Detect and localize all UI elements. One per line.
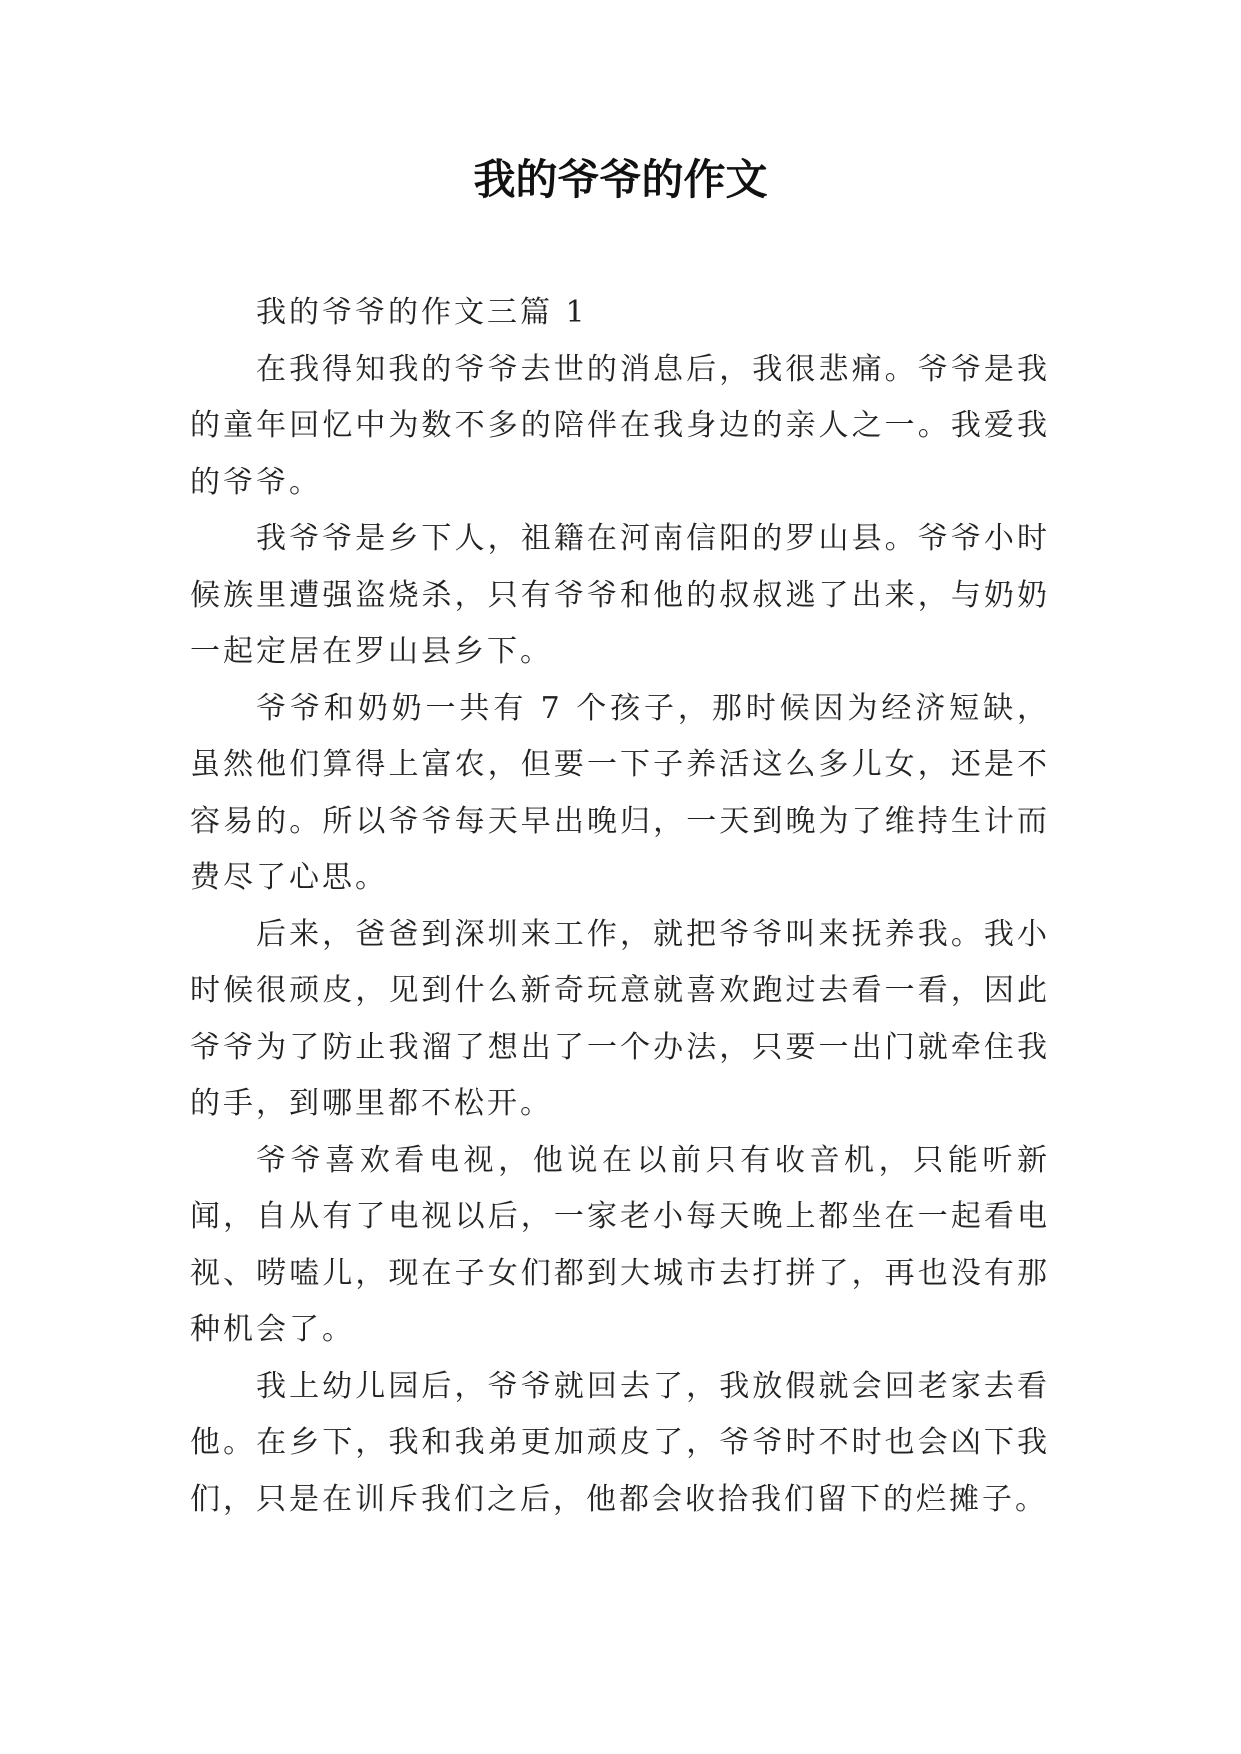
paragraph-3: 爷爷和奶奶一共有 7 个孩子，那时候因为经济短缺，虽然他们算得上富农，但要一下子养活这么多儿女，还是不容易的。所以爷爷每天早出晚归，一天到晚为了维持生计而费尽了心思。 <box>190 690 1050 895</box>
document-body <box>190 285 1050 1528</box>
paragraph-2: 我爷爷是乡下人，祖籍在河南信阳的罗山县。爷爷小时候族里遭强盗烧杀，只有爷爷和他的叔叔逃了出来，与奶奶一起定居在罗山县乡下。 <box>190 521 1050 669</box>
paragraph-5: 爷爷喜欢看电视，他说在以前只有收音机，只能听新闻，自从有了电视以后，一家老小每天晚上都坐在一起看电视、唠嗑儿，现在子女们都到大城市去打拼了，再也没有那种机会了。 <box>190 1142 1050 1347</box>
section-heading: 我的爷爷的作文三篇 1 <box>256 295 588 330</box>
paragraph-4: 后来，爸爸到深圳来工作，就把爷爷叫来抚养我。我小时候很顽皮，见到什么新奇玩意就喜欢跑过去看一看，因此爷爷为了防止我溜了想出了一个办法，只要一出门就牵住我的手，到哪里都不松开。 <box>190 916 1050 1121</box>
document-title: 我的爷爷的作文 <box>473 155 768 204</box>
paragraph-6: 我上幼儿园后，爷爷就回去了，我放假就会回老家去看他。在乡下，我和我弟更加顽皮了，爷爷时不时也会凶下我们，只是在训斥我们之后，他都会收拾我们留下的烂摊子。 <box>190 1368 1050 1517</box>
paragraph-1: 在我得知我的爷爷去世的消息后，我很悲痛。爷爷是我的童年回忆中为数不多的陪伴在我身边的亲人之一。我爱我的爷爷。 <box>190 351 1050 500</box>
